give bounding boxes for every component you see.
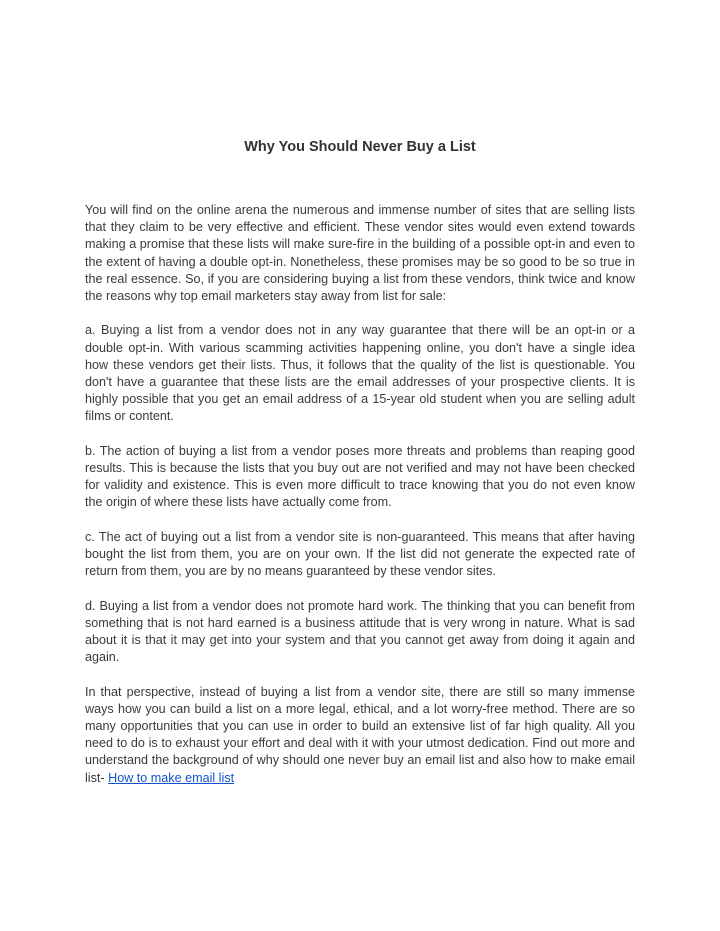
document-title: Why You Should Never Buy a List [244, 139, 476, 155]
paragraph-a: a. Buying a list from a vendor does not in any way guarantee that there will be an opt-in or a double opt-in. With various scamming activities happening online, you don't have a single idea how these vendors get their lists. Thus, it follows that the quality of the list is questionable. You don't have a guarantee that these lists are the email addresses of your prospective clients. It is highly possible that you get an email address of a 15-year old student when you are selling adult films or content. [85, 323, 635, 424]
paragraph-c: c. The act of buying out a list from a vendor site is non-guaranteed. This means that after having bought the list from them, you are on your own. If the list did not generate the expected rate of return from them, you are by no means guaranteed by these vendor sites. [85, 529, 635, 579]
email-list-link[interactable]: How to make email list [108, 770, 235, 785]
paragraph-d: d. Buying a list from a vendor does not promote hard work. The thinking that you can benefit from something that is not hard earned is a business attitude that is very wrong in nature. What is sad about it is that it may get into your system and that you cannot get away from doing it again and again. [85, 598, 635, 665]
paragraph-intro: You will find on the online arena the numerous and immense number of sites that are selling lists that they claim to be very effective and efficient. These vendor sites would even extend towards making a promise that these lists will make sure-fire in the building of a possible opt-in and even to the extent of having a double opt-in. Nonetheless, these promises may be so good to be so true in the real essence. So, if you are considering buying a list from these vendors, think twice and know the reasons why top email marketers stay away from list for sale: [85, 203, 635, 304]
paragraph-conclusion [85, 684, 635, 787]
paragraph-conclusion-text: In that perspective, instead of buying a list from a vendor site, there are still so many immense ways how you can build a list on a more legal, ethical, and a lot worry-free method. There are so many opportunities that you can use in order to build an extensive list of far high quality. All you need to do is to exhaust your effort and deal with it with your utmost dedication. Find out more and understand the background of why should one never buy an email list and also how to make email list- [85, 684, 635, 785]
document-body [85, 202, 635, 787]
paragraph-b: b. The action of buying a list from a vendor poses more threats and problems than reaping good results. This is because the lists that you buy out are not verified and may not have been checked for validity and existence. This is even more difficult to trace knowing that you do not even know the origin of where these lists have actually come from. [85, 443, 635, 510]
